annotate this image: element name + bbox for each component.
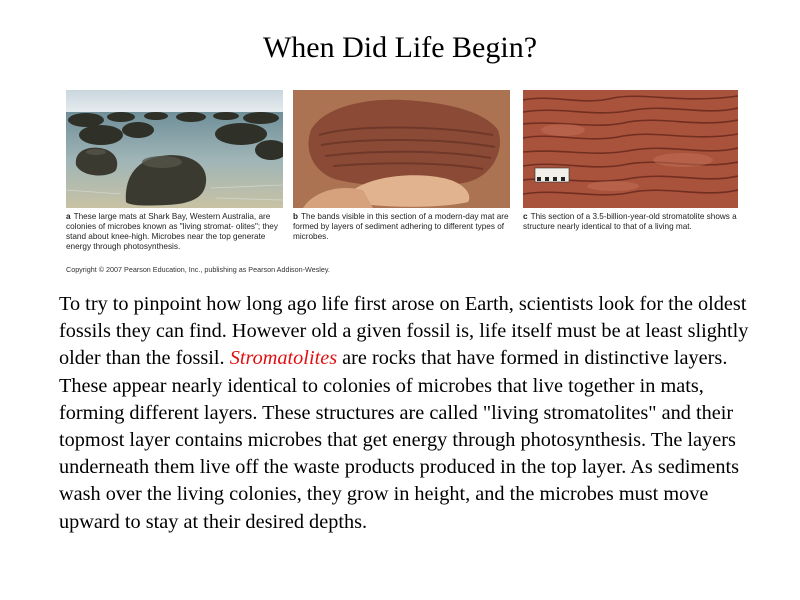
caption-b-text: The bands visible in this section of a modern-day mat are formed by layers of sediment adhering to different types of microbes. xyxy=(293,212,509,241)
caption-a-text: These large mats at Shark Bay, Western Australia, are colonies of microbes known as "living stromat- olites"; they stand about knee-high. Microbes near the top generate energy through photosynthesis. xyxy=(66,212,278,251)
caption-b xyxy=(293,212,515,242)
photo-ancient-stromatolite xyxy=(523,90,738,208)
stromatolites-term: Stromatolites xyxy=(229,347,338,370)
body-paragraph xyxy=(59,291,759,536)
body-rest: are rocks that have formed in distinctive layers. These appear nearly identical to colonies of microbes that live together in mats, forming different layers. These structures are called "living stromatolites" and their topmost layer contains microbes that get energy through photosynthesis. The layers underneath them live off the waste products produced in the top layer. As sediments wash over the living colonies, they grow in height, and the microbes must move upward to stay at their desired depths. xyxy=(59,347,740,533)
body-intro: To try to pinpoint how long ago life first arose on Earth, scientists look for the oldest fossils they can find. However old a given fossil is, life itself must be at least slightly older than the fossil. xyxy=(59,293,749,370)
caption-c xyxy=(523,212,738,232)
caption-b-letter: b xyxy=(293,212,299,221)
caption-a-letter: a xyxy=(66,212,71,221)
figure-panel xyxy=(62,88,742,278)
caption-a xyxy=(66,212,286,252)
photo-modern-mat-section xyxy=(293,90,510,208)
photo-shark-bay-stromatolites xyxy=(66,90,283,208)
caption-c-letter: c xyxy=(523,212,528,221)
copyright-notice: Copyright © 2007 Pearson Education, Inc., publishing as Pearson Addison-Wesley. xyxy=(66,265,330,274)
slide-title: When Did Life Begin? xyxy=(262,31,538,64)
caption-c-text: This section of a 3.5-billion-year-old stromatolite shows a structure nearly identical to that of a living mat. xyxy=(523,212,737,231)
